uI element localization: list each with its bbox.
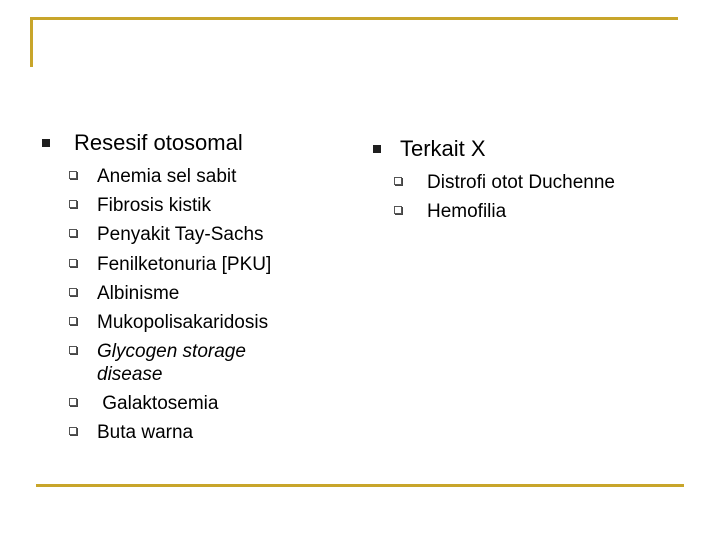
left-heading-row [42,128,332,158]
list-item-text: Galaktosemia [97,393,219,415]
list-item-text: Anemia sel sabit [97,166,237,187]
list-item [42,250,332,279]
list-item [42,220,332,249]
list-item-text: Hemofilia [427,201,507,223]
right-heading: Terkait X [400,136,486,161]
list-item-text: Fibrosis kistik [97,195,212,217]
checkbox-bullet-icon [69,317,77,325]
list-item [42,308,332,337]
list-item-text: Penyakit Tay-Sachs [97,224,264,246]
frame-top-line [30,17,678,20]
list-item [42,337,332,389]
frame-bottom-line [36,484,684,487]
list-item-text: Buta warna [97,422,194,444]
square-bullet-icon [42,139,50,147]
list-item [373,197,703,226]
list-item-text: Distrofi otot Duchenne [427,172,615,193]
checkbox-bullet-icon [394,206,402,214]
checkbox-bullet-icon [69,229,77,237]
square-bullet-icon [373,145,381,153]
list-item [42,162,332,191]
right-heading-row [373,134,703,164]
checkbox-bullet-icon [69,427,77,435]
left-heading: Resesif otosomal [74,130,243,155]
list-item [373,168,703,197]
list-item [42,389,332,418]
list-item [42,191,332,220]
list-item [42,418,332,447]
checkbox-bullet-icon [69,200,77,208]
list-item-text: Glycogen storage disease [97,341,246,386]
checkbox-bullet-icon [394,177,402,185]
left-column [42,128,332,448]
list-item-text: Albinisme [97,282,180,304]
checkbox-bullet-icon [69,288,77,296]
checkbox-bullet-icon [69,346,77,354]
frame-left-line [30,17,33,67]
right-list [373,168,703,226]
right-column [373,134,703,226]
list-item-text: Mukopolisakaridosis [97,312,269,334]
list-item [42,279,332,308]
left-list [42,162,332,448]
list-item-text: Fenilketonuria [PKU] [97,253,272,275]
checkbox-bullet-icon [69,259,77,267]
checkbox-bullet-icon [69,171,77,179]
checkbox-bullet-icon [69,398,77,406]
